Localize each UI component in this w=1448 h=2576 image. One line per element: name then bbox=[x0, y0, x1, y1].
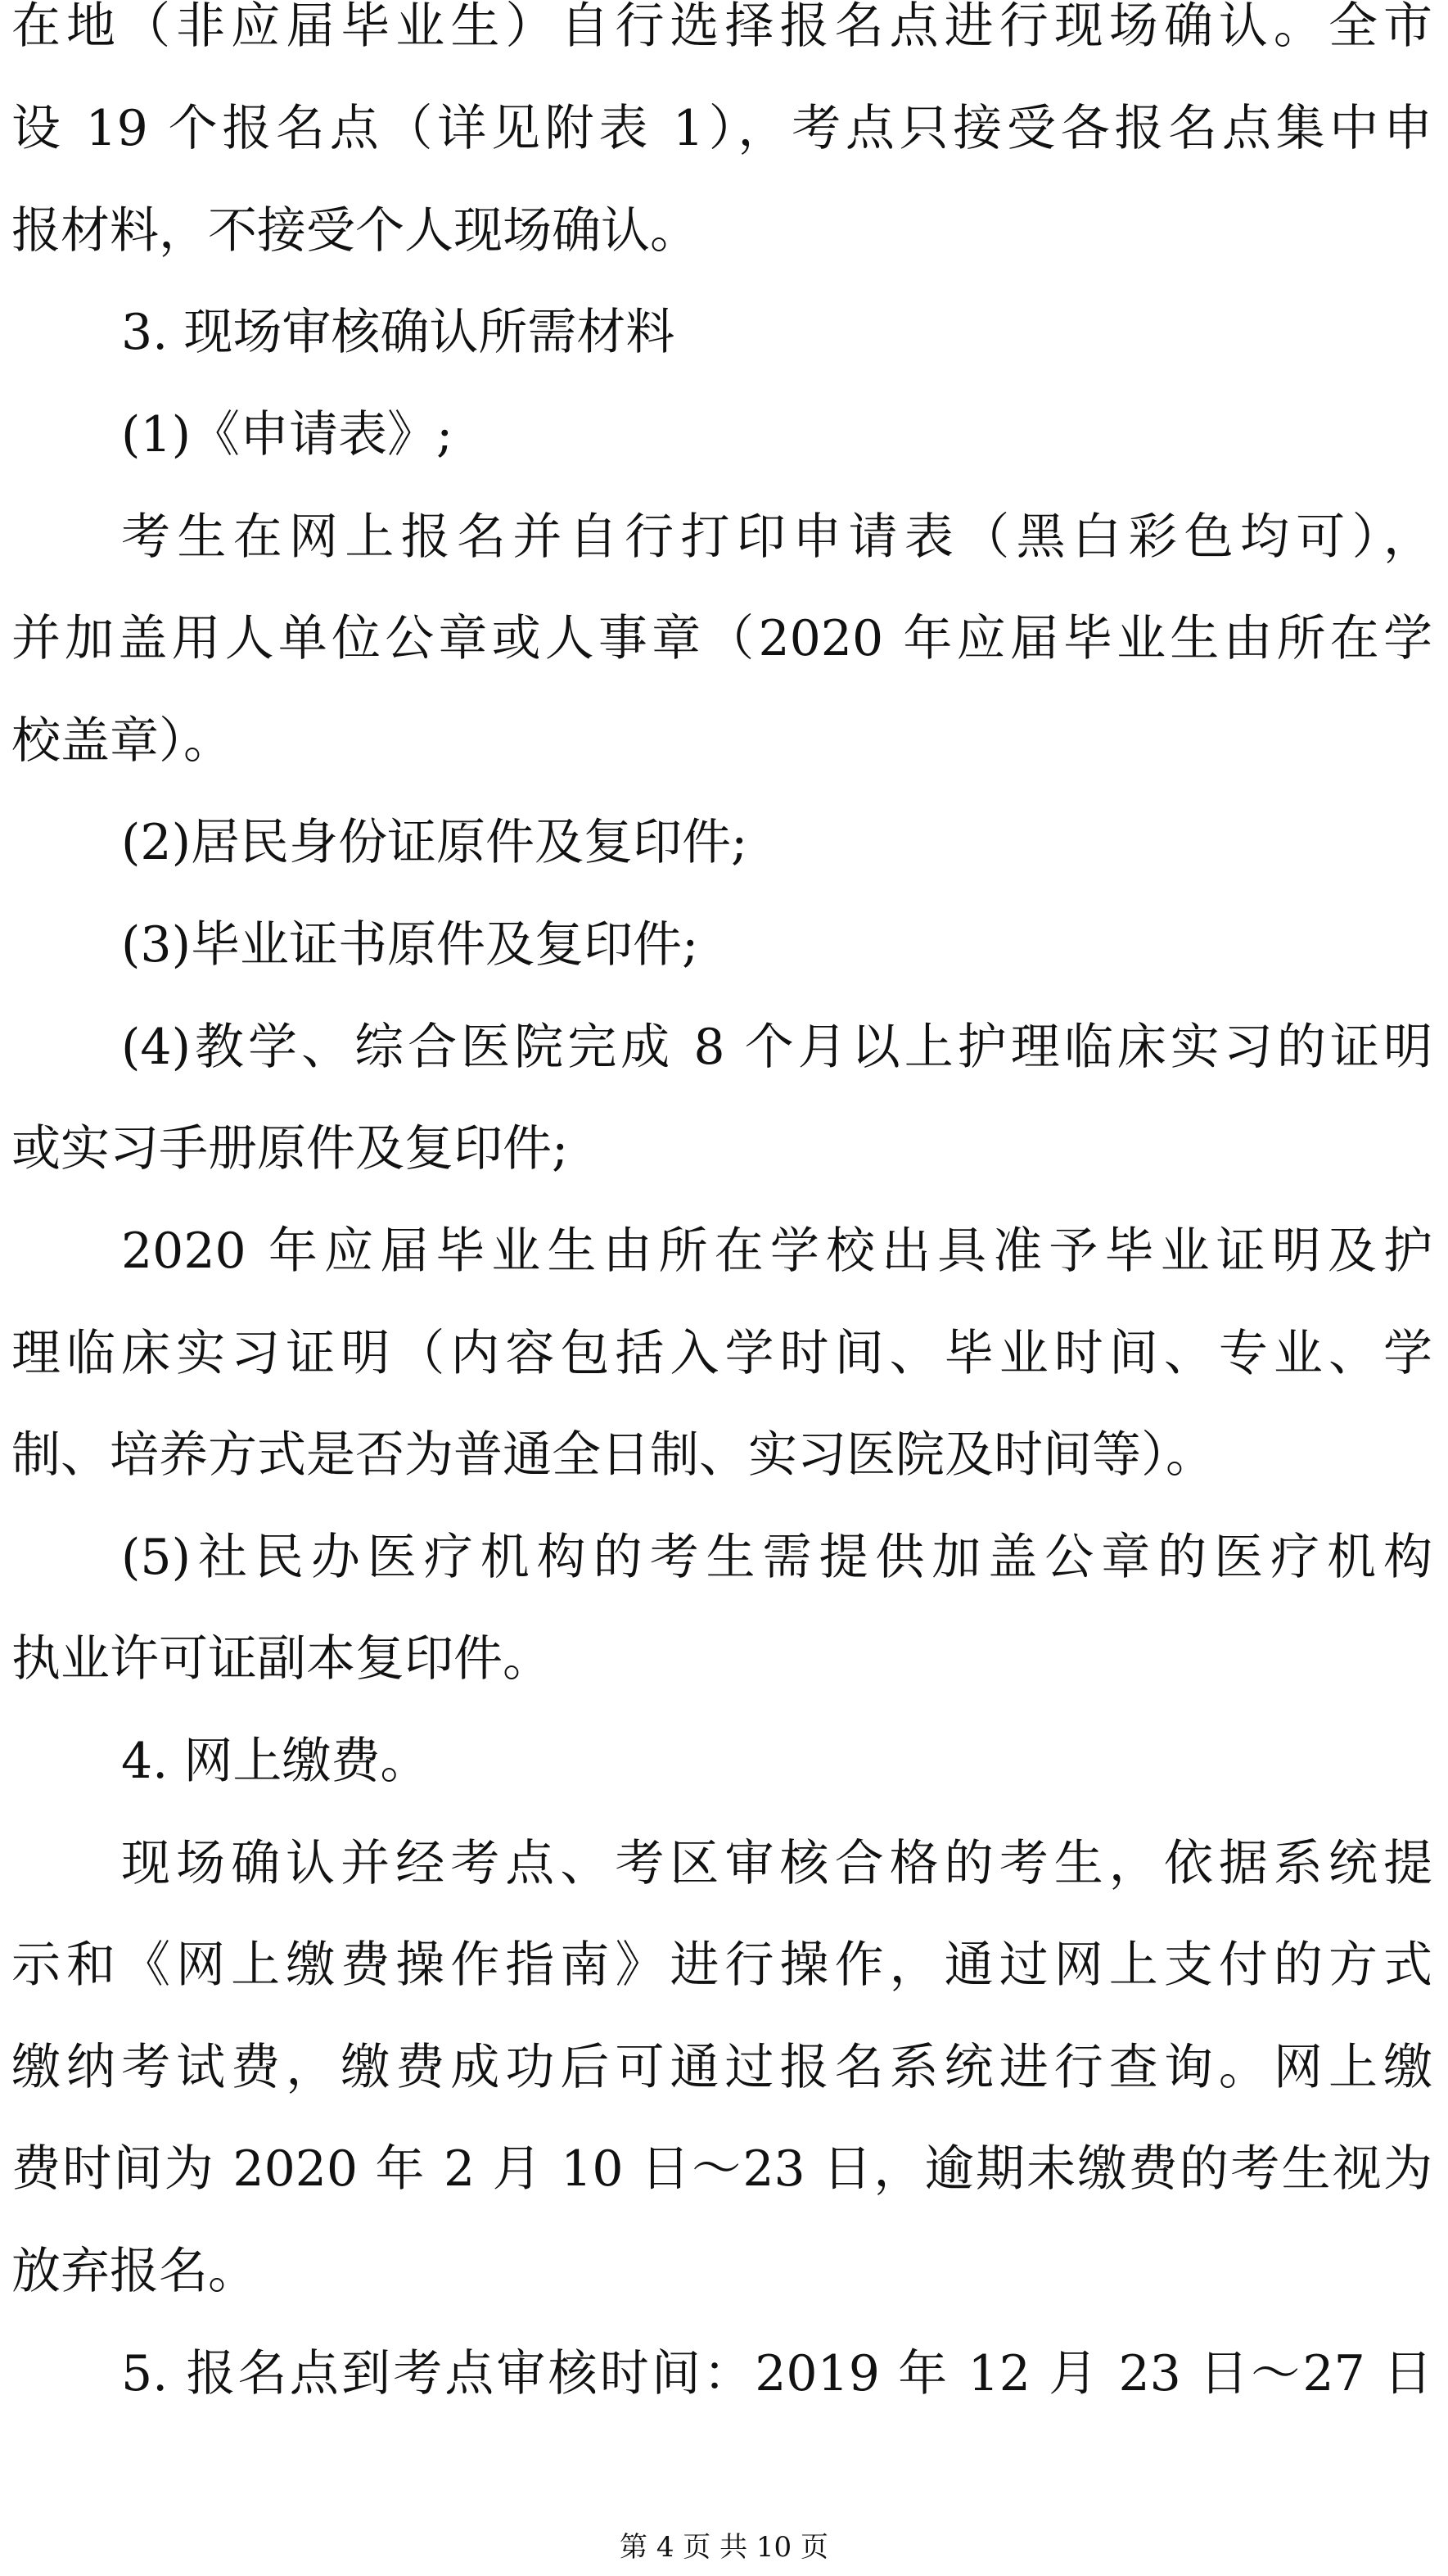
page-footer: 第 4 页 共 10 页 bbox=[620, 2531, 828, 2564]
text-line: 3. 现场审核确认所需材料 bbox=[121, 304, 675, 361]
text-line: 校盖章）。 bbox=[11, 712, 232, 770]
text-line: 4. 网上缴费。 bbox=[121, 1733, 430, 1790]
text-line: 执业许可证副本复印件。 bbox=[11, 1630, 552, 1688]
text-line: (2)居民身份证原件及复印件; bbox=[121, 814, 748, 871]
text-line: 费时间为 2020 年 2 月 10 日～23 日，逾期未缴费的考生视为 bbox=[11, 2140, 1432, 2198]
text-line: 示和《网上缴费操作指南》进行操作，通过网上支付的方式 bbox=[11, 1937, 1432, 1994]
text-line: 理临床实习证明（内容包括入学时间、毕业时间、专业、学 bbox=[11, 1325, 1432, 1382]
text-line: (3)毕业证书原件及复印件; bbox=[121, 916, 699, 974]
text-line: 制、培养方式是否为普通全日制、实习医院及时间等）。 bbox=[11, 1426, 1215, 1484]
text-line: (1)《申请表》; bbox=[121, 406, 453, 463]
text-line: 考生在网上报名并自行打印申请表（黑白彩色均可）， bbox=[121, 508, 1432, 566]
text-line: 设 19 个报名点（详见附表 1），考点只接受各报名点集中申 bbox=[11, 100, 1432, 157]
text-line: 在地（非应届毕业生）自行选择报名点进行现场确认。全市 bbox=[11, 0, 1432, 55]
text-line: 放弃报名。 bbox=[11, 2243, 257, 2300]
text-line: (5)社民办医疗机构的考生需提供加盖公章的医疗机构 bbox=[121, 1529, 1432, 1586]
text-line: 或实习手册原件及复印件; bbox=[11, 1120, 569, 1177]
text-line: 缴纳考试费，缴费成功后可通过报名系统进行查询。网上缴 bbox=[11, 2039, 1432, 2096]
text-line: 现场确认并经考点、考区审核合格的考生，依据系统提 bbox=[121, 1835, 1432, 1892]
text-line: 并加盖用人单位公章或人事章（2020 年应届毕业生由所在学 bbox=[11, 610, 1432, 667]
text-line: 5. 报名点到考点审核时间：2019 年 12 月 23 日～27 日 bbox=[121, 2345, 1432, 2402]
text-line: (4)教学、综合医院完成 8 个月以上护理临床实习的证明 bbox=[121, 1019, 1432, 1076]
text-line: 报材料，不接受个人现场确认。 bbox=[11, 202, 699, 260]
text-line: 2020 年应届毕业生由所在学校出具准予毕业证明及护 bbox=[121, 1222, 1432, 1280]
